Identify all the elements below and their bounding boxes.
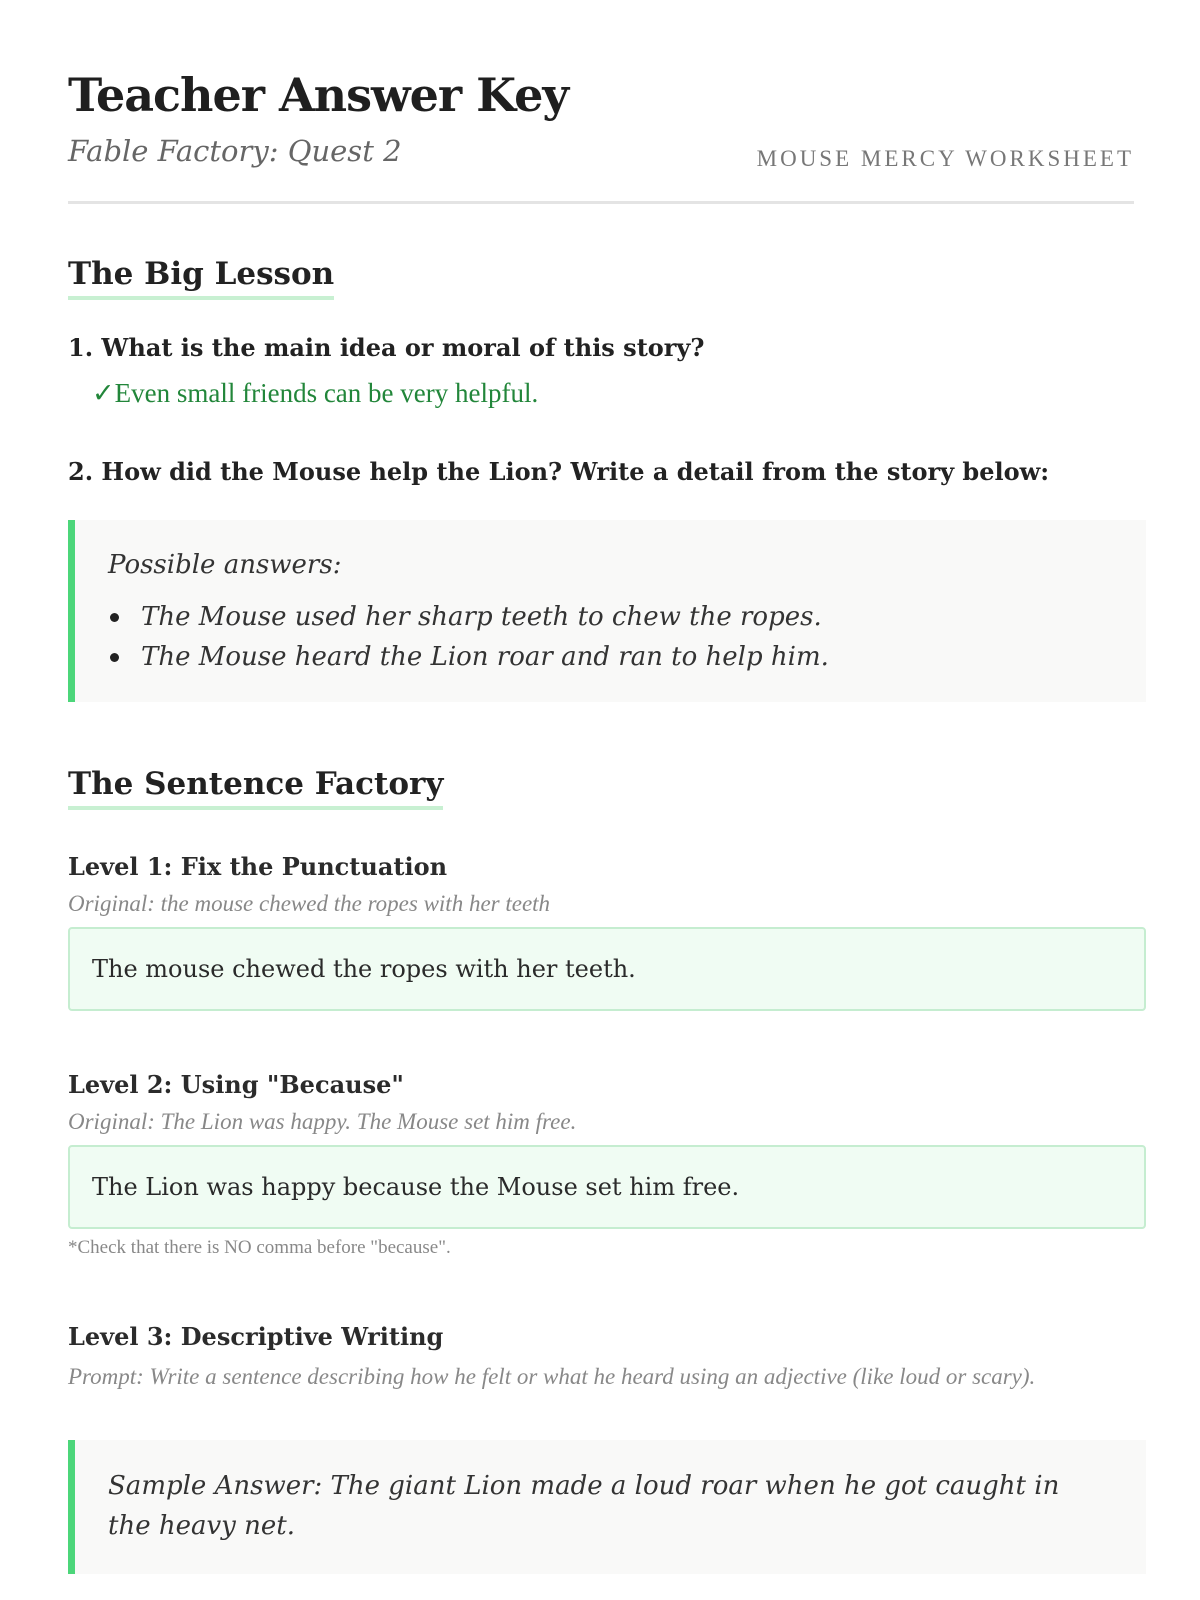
worksheet-label: MOUSE MERCY WORKSHEET (756, 146, 1134, 171)
level-2-title: Level 2: Using "Because" (68, 1070, 404, 1099)
answer-item-text: The Mouse used her sharp teeth to chew the ropes. (141, 602, 822, 632)
possible-answers-list (107, 597, 829, 677)
answer-1 (92, 378, 538, 409)
level-3-prompt: Prompt: Write a sentence describing how he felt or what he heard using an adjective (like loud or scary). (68, 1364, 1036, 1389)
level-2-answer: The Lion was happy because the Mouse set him free. (92, 1173, 740, 1201)
page-title: Teacher Answer Key (68, 68, 569, 122)
level-1-original: Original: the mouse chewed the ropes with her teeth (68, 891, 551, 916)
list-item (107, 597, 829, 637)
section-title-big-lesson: The Big Lesson (68, 256, 334, 300)
question-1: 1. What is the main idea or moral of this story? (68, 333, 705, 362)
page-subtitle: Fable Factory: Quest 2 (68, 134, 402, 168)
possible-answers-label: Possible answers: (108, 550, 342, 580)
answer-item-text: The Mouse heard the Lion roar and ran to help him. (141, 642, 829, 672)
level-2-answer-box (68, 1145, 1146, 1229)
level-2-original: Original: The Lion was happy. The Mouse set him free. (68, 1109, 577, 1134)
sample-answer: Sample Answer: The giant Lion made a loud roar when he got caught in the heavy net. (108, 1471, 1060, 1541)
level-1-answer-box (68, 927, 1146, 1011)
possible-answers-callout (68, 520, 1146, 702)
level-1-title: Level 1: Fix the Punctuation (68, 852, 448, 881)
answer-1-text: Even small friends can be very helpful. (114, 378, 539, 408)
level-1-answer: The mouse chewed the ropes with her teeth. (92, 955, 636, 983)
bullet-icon (110, 653, 119, 662)
section-title-sentence-factory: The Sentence Factory (68, 766, 443, 810)
bullet-icon (110, 613, 119, 622)
page-header (68, 0, 1134, 204)
level-2-note: *Check that there is NO comma before "because". (68, 1237, 451, 1258)
check-icon: ✓ (92, 378, 115, 408)
list-item (107, 637, 829, 677)
question-2: 2. How did the Mouse help the Lion? Write a detail from the story below: (68, 457, 1050, 486)
sample-answer-callout (68, 1440, 1146, 1574)
level-3-title: Level 3: Descriptive Writing (68, 1322, 444, 1351)
